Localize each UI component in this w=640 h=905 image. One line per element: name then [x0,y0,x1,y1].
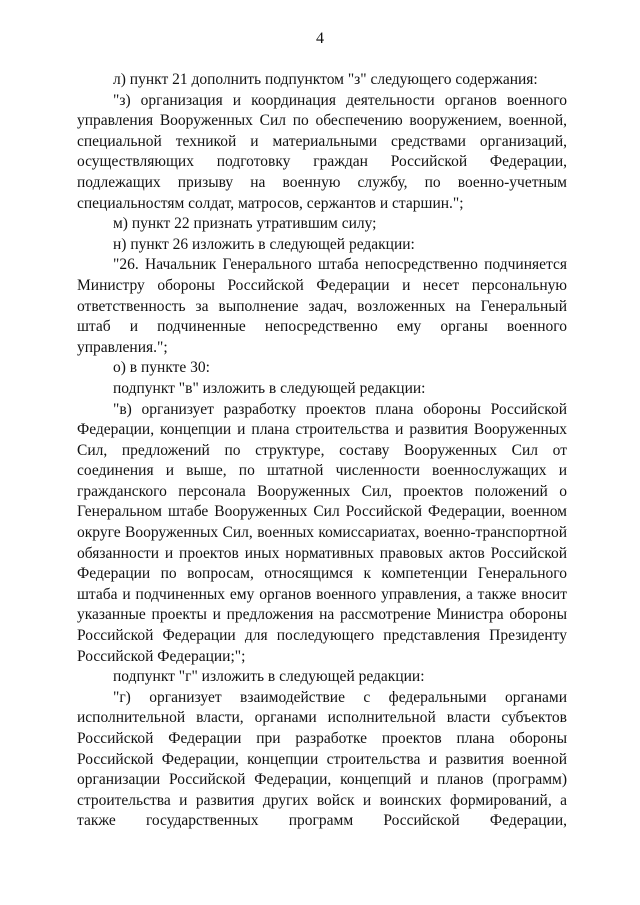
paragraph-item-o: о) в пункте 30: [113,359,210,377]
paragraph-subpoint-v-intro: подпункт "в" изложить в следующей редакции: [113,379,426,397]
paragraph-subpoint-g-intro: подпункт "г" изложить в следующей редакции: [113,668,425,686]
paragraph-item-l: л) пункт 21 дополнить подпунктом "з" следующего содержания: [113,71,538,88]
paragraph-subitem-z: "з) организация и координация деятельности органов военного управления Вооруженных Сил по обеспечению вооружением, военной, специальной техникой и материальными средствами организаций, осуществляющих подготовку граждан Российской Федерации, подлежащих призыву на военную службу, по военно-учетным специальностям солдат, матросов, сержантов и старшин."; [77,91,567,212]
paragraph-item-n: н) пункт 26 изложить в следующей редакции: [113,235,415,253]
paragraph-item-m: м) пункт 22 признать утратившим силу; [113,215,377,233]
document-body [77,70,567,832]
paragraph-subpoint-g: "г) организует взаимодействие с федеральными органами исполнительной власти, органами исполнительной власти субъектов Российской Федерации при разработке проектов плана обороны Российской Федерации, концепции строительства и развития военной организации Российской Федерации, концепций и планов (программ) строительства и развития других войск и воинских формирований, а также государственных программ Российской Федерации, [77,688,567,830]
page-number: 4 [316,30,324,47]
paragraph-subpoint-v: "в) организует разработку проектов плана обороны Российской Федерации, концепции и плана строительства и развития Вооруженных Сил, предложений по структуре, составу Вооруженных Сил от соединения и выше, по штатной численности военнослужащих и гражданского персонала Вооруженных Сил, проектов положений о Генеральном штабе Вооруженных Сил Российской Федерации, военном округе Вооруженных Сил, военных комиссариатах, военно-транспортной обязанности и проектов иных нормативных правовых актов Российской Федерации по вопросам, относящимся к компетенции Генерального штаба и подчиненных ему органов военного управления, а также вносит указанные проекты и предложения на рассмотрение Министра обороны Российской Федерации для последующего представления Президенту Российской Федерации;"; [77,400,567,665]
paragraph-point-26: "26. Начальник Генерального штаба непосредственно подчиняется Министру обороны Российской Федерации и несет персональную ответственность за выполнение задач, возложенных на Генеральный штаб и подчиненные непосредственно ему органы военного управления."; [77,256,567,356]
